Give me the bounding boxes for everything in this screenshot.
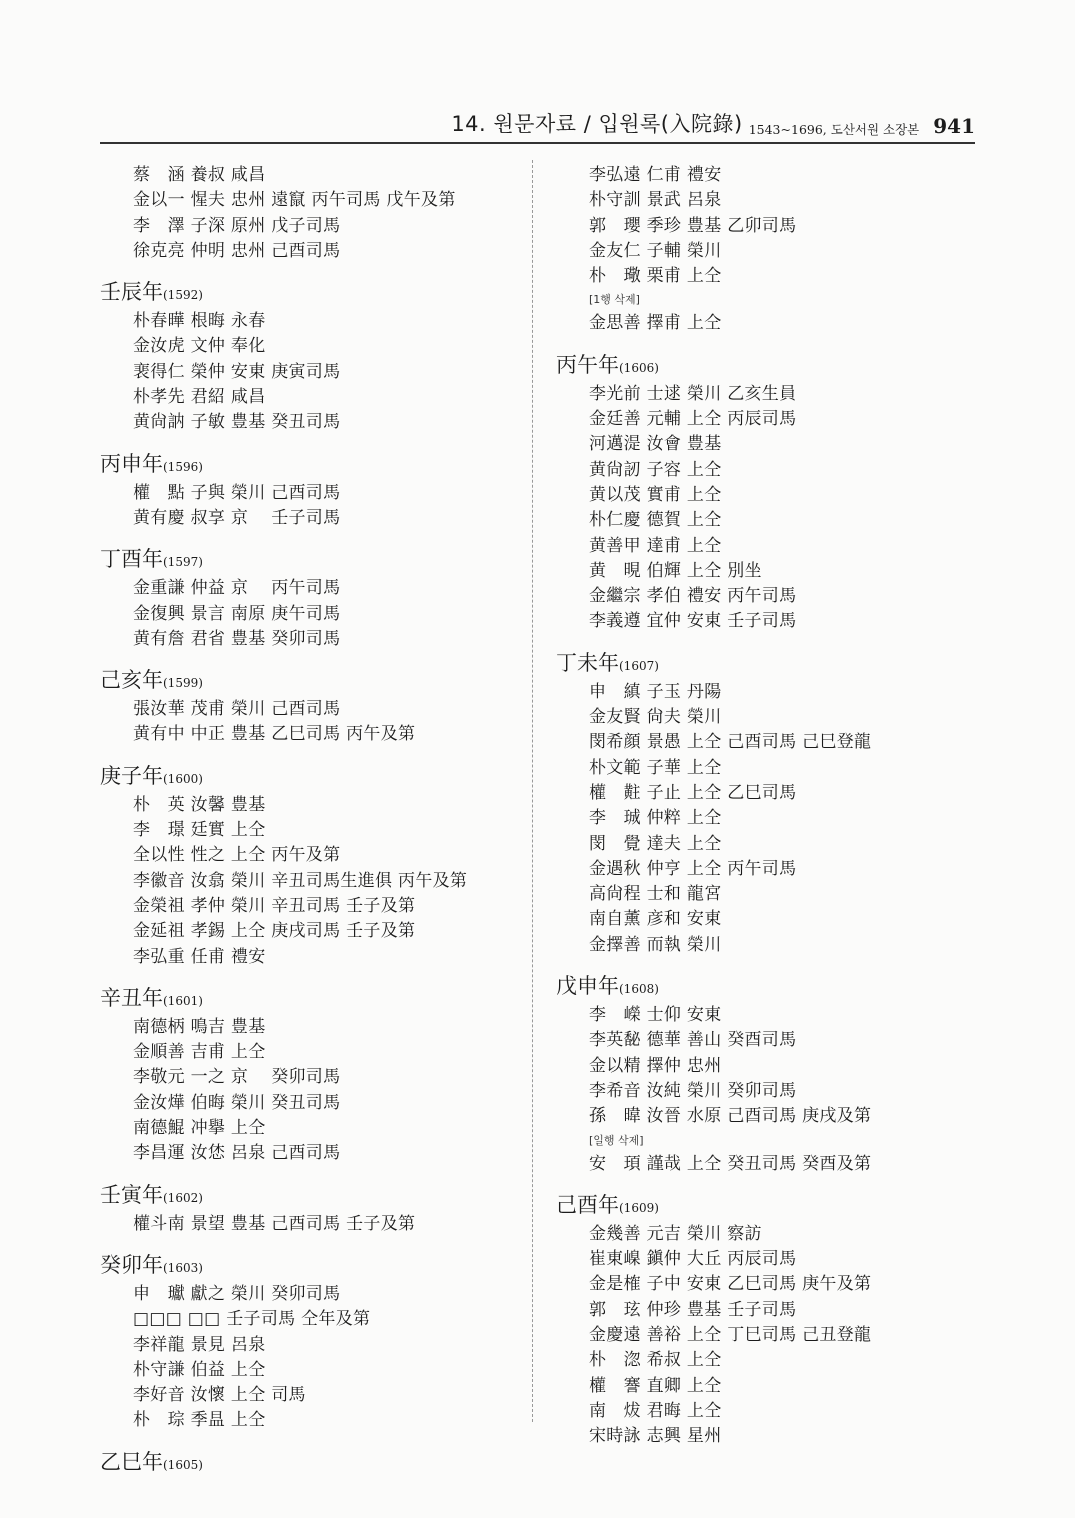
entry-line: 李好音 汝懷 上仝 司馬 [133, 1385, 306, 1406]
entry-line: 李光前 士逑 榮川 乙亥生員 [589, 383, 797, 404]
year-section [100, 276, 520, 435]
entry-line: 郭 瓔 季珍 豊基 乙卯司馬 [589, 215, 797, 236]
entry-line: 金榮祖 孝仲 榮川 辛丑司馬 壬子及第 [133, 895, 416, 916]
deletion-note: [일행 삭제] [589, 1133, 644, 1147]
entry-line: 朴 璥 栗甫 上仝 [589, 266, 722, 287]
entry-line: 徐克亮 仲明 忠州 己酉司馬 [133, 240, 341, 261]
entry-line: 閔希顔 景愚 上仝 己酉司馬 己巳登龍 [589, 732, 872, 753]
year-label: 壬寅年 [100, 1182, 163, 1207]
entry-line: 金汝燁 伯晦 榮川 癸丑司馬 [133, 1092, 341, 1113]
entry-line: 李希音 汝純 榮川 癸卯司馬 [589, 1080, 797, 1101]
section-gap [100, 1167, 520, 1175]
entry-line: 權 點 子與 榮川 己酉司馬 [133, 482, 341, 503]
year-number: (1608) [619, 982, 659, 997]
entry-line: 高尙程 士和 龍宮 [589, 884, 722, 905]
entry-line: 崔東嵲 鎭仲 大丘 丙辰司馬 [589, 1249, 797, 1270]
section-gap [556, 1177, 976, 1185]
year-label: 癸卯年 [100, 1252, 163, 1277]
year-number: (1599) [163, 676, 203, 691]
entry-line: 張汝華 茂甫 榮川 己酉司馬 [133, 699, 341, 720]
section-gap [556, 635, 976, 643]
year-label: 庚子年 [100, 763, 163, 788]
year-number: (1609) [619, 1200, 659, 1215]
entry-line: 李祥龍 景見 呂泉 [133, 1334, 266, 1355]
year-heading [556, 349, 976, 382]
year-number: (1597) [163, 555, 203, 570]
year-heading [100, 760, 520, 793]
year-heading [100, 982, 520, 1015]
section-gap [100, 264, 520, 272]
year-section [556, 647, 976, 958]
year-section [100, 1446, 520, 1479]
entry-line: 金友賢 尙夫 榮川 [589, 707, 722, 728]
year-number: (1607) [619, 658, 659, 673]
entry-line: 權斗南 景望 豊基 己酉司馬 壬子及第 [133, 1213, 416, 1234]
year-section [556, 1189, 976, 1450]
section-gap [100, 531, 520, 539]
entry-line: 金順善 吉甫 上仝 [133, 1042, 266, 1063]
section-gap [100, 970, 520, 978]
entry-line: 申 縝 子玉 丹陽 [589, 681, 722, 702]
year-heading [100, 1249, 520, 1282]
entry-line: 宋時詠 志興 星州 [589, 1426, 722, 1447]
year-heading [556, 647, 976, 680]
entry-line: 裵得仁 榮仲 安東 庚寅司馬 [133, 361, 341, 382]
year-label: 丁未年 [556, 650, 619, 675]
year-heading [100, 1179, 520, 1212]
entry-line: 李義遵 宜仲 安東 壬子司馬 [589, 611, 797, 632]
entry-line: 黄 晛 伯輝 上仝 別坐 [589, 560, 762, 581]
year-number: (1603) [163, 1260, 203, 1275]
year-section [100, 664, 520, 748]
section-gap [556, 958, 976, 966]
entry-line: 金重謙 仲益 京 丙午司馬 [133, 578, 341, 599]
entry-line: 金是榷 子中 安東 乙巳司馬 庚午及第 [589, 1274, 872, 1295]
entry-line: 朴文範 子華 上仝 [589, 757, 722, 778]
entry-line: 金繼宗 孝伯 禮安 丙午司馬 [589, 586, 797, 607]
year-label: 丙申年 [100, 451, 163, 476]
entry-line: 李英馝 德華 善山 癸酉司馬 [589, 1030, 797, 1051]
column-divider [532, 160, 533, 1422]
entry-line: 南德柄 鳴吉 豊基 [133, 1016, 266, 1037]
entry-line: 金汝虎 文仲 奉化 [133, 336, 266, 357]
entry-line: 黄有詹 君省 豊基 癸卯司馬 [133, 628, 341, 649]
entry-line: 朴 淴 希叔 上仝 [589, 1350, 722, 1371]
entry-line: 黄有中 中正 豊基 乙巳司馬 丙午及第 [133, 724, 416, 745]
year-label: 辛丑年 [100, 985, 163, 1010]
entry-line: 李弘遠 仁甫 禮安 [589, 165, 722, 185]
entry-line: 李 澤 子深 原州 戊子司馬 [133, 215, 341, 236]
year-section [100, 1179, 520, 1237]
entry-line: 金慶遠 善裕 上仝 丁巳司馬 己丑登龍 [589, 1324, 872, 1345]
entry-line: 南自薰 彦和 安東 [589, 909, 722, 930]
year-heading [556, 970, 976, 1003]
entry-line: 李 珹 仲粹 上仝 [589, 808, 722, 829]
year-label: 戊申年 [556, 974, 619, 999]
year-label: 丙午年 [556, 352, 619, 377]
header-title: 14. 원문자료 / 입원록(入院錄) [451, 112, 743, 136]
year-heading [100, 543, 520, 576]
left-column [100, 163, 520, 1479]
year-section [100, 163, 520, 264]
entry-line: 李 嶸 士仰 安東 [589, 1005, 722, 1026]
entry-line: 朴 琮 季昷 上仝 [133, 1410, 266, 1431]
entry-line: 全以性 性之 上仝 丙午及第 [133, 845, 341, 866]
year-heading [100, 1446, 520, 1479]
right-column [556, 163, 976, 1449]
entry-line: 黄善甲 達甫 上仝 [589, 535, 722, 556]
year-number: (1592) [163, 288, 203, 303]
entry-line: 金友仁 子輔 榮川 [589, 240, 722, 261]
section-gap [556, 337, 976, 345]
entry-line: □□□ □□ 壬子司馬 仝年及第 [133, 1309, 371, 1330]
entry-line: 權 謇 直卿 上仝 [589, 1375, 722, 1396]
section-gap [100, 652, 520, 660]
section-gap [100, 1237, 520, 1245]
entry-line: 朴 英 汝馨 豊基 [133, 794, 266, 815]
entry-line: 金思善 擇甫 上仝 [589, 313, 722, 334]
entry-line: 金以一 惺夫 忠州 遠竄 丙午司馬 戊午及第 [133, 190, 456, 211]
year-heading [556, 1189, 976, 1222]
entry-line: 黄尙訥 子敏 豊基 癸丑司馬 [133, 412, 341, 433]
entry-line: 黄尙訒 子容 上仝 [589, 459, 722, 480]
entry-line: 李弘重 任甫 禮安 [133, 946, 266, 967]
entry-line: 郭 玹 仲珍 豊基 壬子司馬 [589, 1299, 797, 1320]
year-label: 己酉年 [556, 1192, 619, 1217]
year-section [100, 448, 520, 532]
year-label: 丁酉年 [100, 547, 163, 572]
section-gap [100, 748, 520, 756]
entry-line: 朴孝先 君紹 咸昌 [133, 387, 266, 408]
year-section [100, 1249, 520, 1434]
entry-line: 閔 覺 達夫 上仝 [589, 833, 722, 854]
year-section [556, 349, 976, 635]
year-number: (1600) [163, 771, 203, 786]
entry-line: 孫 暐 汝晉 水原 己酉司馬 庚戌及第 [589, 1106, 872, 1127]
year-section [556, 163, 976, 337]
year-section [556, 970, 976, 1177]
entry-line: 金延祖 孝錫 上仝 庚戌司馬 壬子及第 [133, 921, 416, 942]
section-gap [100, 1434, 520, 1442]
year-heading [100, 448, 520, 481]
entry-line: 金幾善 元吉 榮川 察訪 [589, 1223, 762, 1244]
entry-line: 權 黈 子止 上仝 乙巳司馬 [589, 782, 797, 803]
entry-line: 南 炦 君晦 上仝 [589, 1400, 722, 1421]
entry-line: 金復興 景言 南原 庚午司馬 [133, 603, 341, 624]
header-range: 1543~1696, 도산서원 소장본 [748, 122, 920, 137]
entry-line: 申 瓛 獻之 榮川 癸卯司馬 [133, 1283, 341, 1304]
entry-line: 金廷善 元輔 上仝 丙辰司馬 [589, 409, 797, 430]
year-section [100, 760, 520, 970]
year-heading [100, 276, 520, 309]
entry-line: 河邁湜 汝會 豊基 [589, 434, 722, 455]
year-number: (1605) [163, 1457, 203, 1472]
entry-line: 朴守謙 伯益 上仝 [133, 1359, 266, 1380]
entry-line: 李昌運 汝恷 呂泉 己酉司馬 [133, 1143, 341, 1164]
entry-line: 黄有慶 叔享 京 壬子司馬 [133, 507, 341, 528]
entry-line: 李敬元 一之 京 癸卯司馬 [133, 1067, 341, 1088]
year-label: 乙巳年 [100, 1449, 163, 1474]
entry-line: 李徽音 汝翕 榮川 辛丑司馬生進俱 丙午及第 [133, 870, 468, 891]
year-label: 壬辰年 [100, 280, 163, 305]
entry-line: 朴仁慶 德賀 上仝 [589, 510, 722, 531]
entry-line: 李 璟 廷實 上仝 [133, 820, 266, 841]
entry-line: 蔡 涵 養叔 咸昌 [133, 165, 266, 185]
entry-line: 朴守訓 景武 呂泉 [589, 190, 722, 211]
year-number: (1601) [163, 993, 203, 1008]
year-section [100, 543, 520, 652]
entry-line: 安 頊 謹哉 上仝 癸丑司馬 癸酉及第 [589, 1153, 872, 1174]
deletion-note: [1행 삭제] [589, 293, 640, 307]
entry-line: 金以精 擇仲 忠州 [589, 1055, 722, 1076]
year-heading [100, 664, 520, 697]
year-label: 己亥年 [100, 668, 163, 693]
running-header [100, 104, 975, 144]
entry-line: 黄以茂 實甫 上仝 [589, 484, 722, 505]
year-number: (1606) [619, 360, 659, 375]
entry-line: 朴春曄 根晦 永春 [133, 311, 266, 332]
year-number: (1602) [163, 1190, 203, 1205]
entry-line: 金遇秋 仲亨 上仝 丙午司馬 [589, 858, 797, 879]
entry-line: 南德鯤 冲擧 上仝 [133, 1118, 266, 1139]
entry-line: 金擇善 而執 榮川 [589, 934, 722, 955]
page-number: 941 [933, 114, 975, 138]
year-number: (1596) [163, 459, 203, 474]
section-gap [100, 436, 520, 444]
year-section [100, 982, 520, 1167]
